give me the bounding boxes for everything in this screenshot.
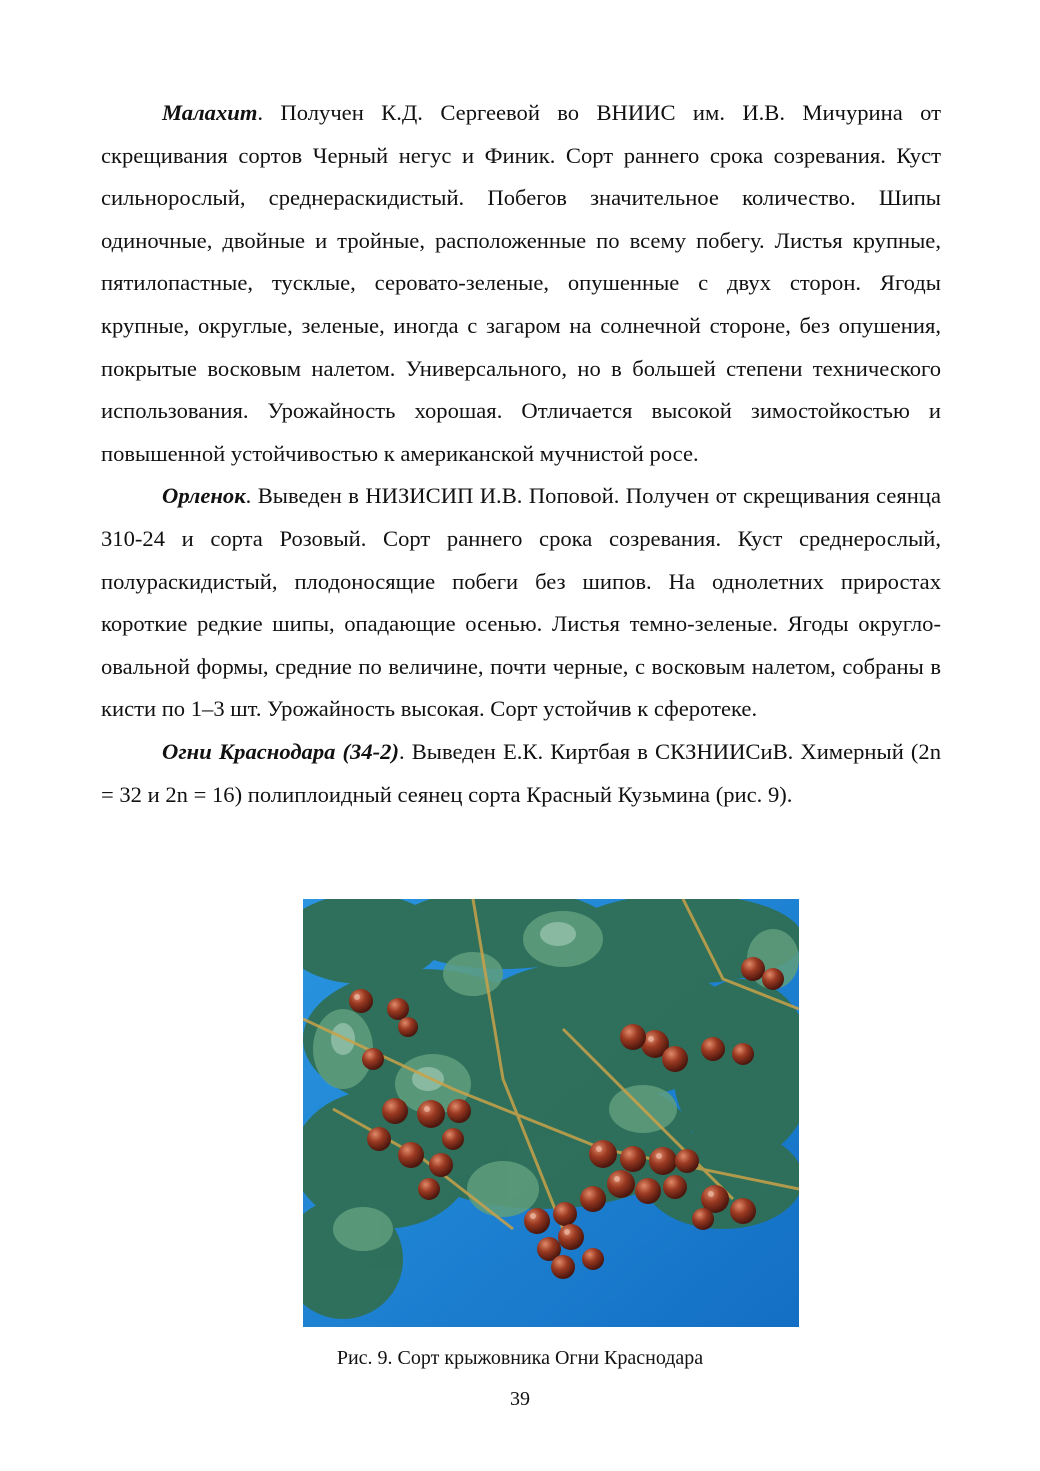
- page-body: [101, 92, 941, 816]
- page-number: 39: [510, 1388, 530, 1410]
- paragraph-orlenok: [101, 475, 941, 731]
- variety-name: Малахит: [162, 100, 258, 125]
- photo-illustration: [303, 899, 799, 1327]
- paragraph-text: . Выведен в НИЗИСИП И.В. Поповой. Получен от скрещивания сеянца 310-24 и сорта Розовый. Сорт раннего срока созревания. Куст среднерослый, полураскидистый, плодоносящие побеги без шипов. На однолетних приростах короткие редкие шипы, опадающие осенью. Листья темно-зеленые. Ягоды округло-овальной формы, средние по величине, почти черные, с восковым налетом, собраны в кисти по 1–3 шт. Урожайность высокая. Сорт устойчив к сферотеке.: [101, 483, 941, 722]
- variety-name: Орленок: [162, 483, 246, 509]
- paragraph-malakhit: [101, 92, 941, 475]
- paragraph-text: . Получен К.Д. Сергеевой во ВНИИС им. И.В. Мичурина от скрещивания сортов Черный негус и Финик. Сорт раннего срока созревания. Куст сильнорослый, среднераскидистый. Побегов значительное количество. Шипы одиночные, двойные и тройные, расположенные по всему побегу. Листья крупные, пятилопастные, тусклые, серовато-зеленые, опушенные с двух сторон. Ягоды крупные, округлые, зеленые, иногда с загаром на солнечной стороне, без опушения, покрытые восковым налетом. Универсального, но в большей степени технического использования. Урожайность хорошая. Отличается высокой зимостойкостью и повышенной устойчивостью к американской мучнистой росе.: [101, 100, 941, 466]
- figure-caption: Рис. 9. Сорт крыжовника Огни Краснодара: [336, 1347, 704, 1369]
- paragraph-ogni-krasnodara: [101, 731, 941, 816]
- variety-name: Огни Краснодара (34-2): [162, 738, 399, 764]
- paragraph-text: . Выведен Е.К. Киртбая в СКЗНИИСиВ. Химерный (2n = 32 и 2n = 16) полиплоидный сеянец сорта Красный Кузьмина (рис. 9).: [101, 738, 941, 807]
- gooseberry-photo: [303, 899, 799, 1327]
